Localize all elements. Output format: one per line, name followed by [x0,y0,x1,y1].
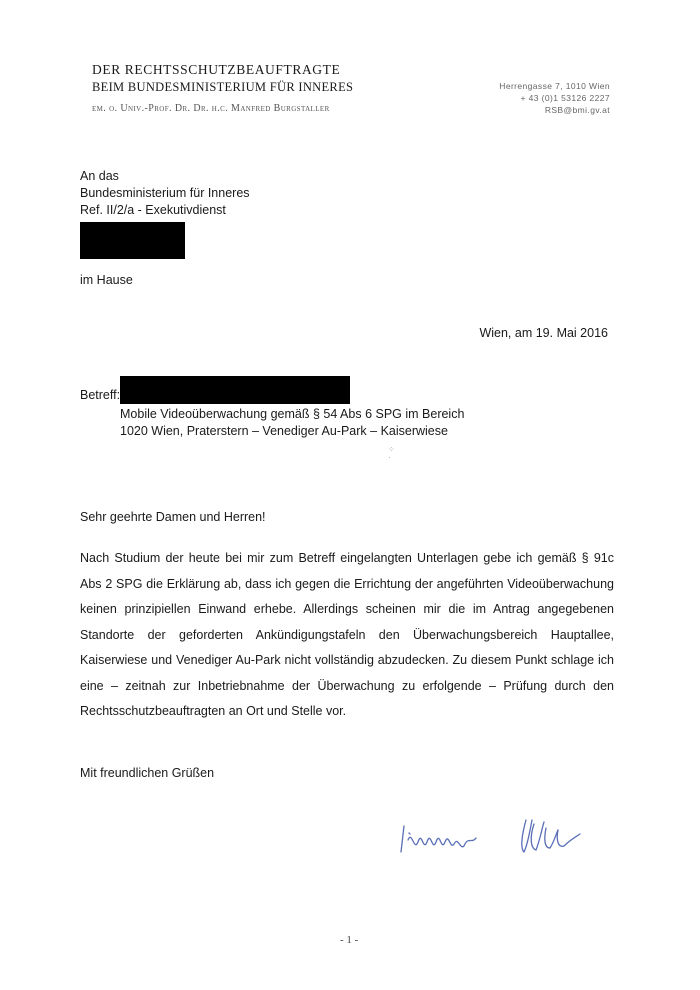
handwritten-signature [398,800,608,870]
recipient-line: An das [80,169,119,183]
salutation: Sehr geehrte Damen und Herren! [80,510,266,524]
letterhead-person: em. o. Univ.-Prof. Dr. Dr. h.c. Manfred Burgstaller [92,103,330,114]
closing: Mit freundlichen Grüßen [80,766,215,780]
subject-label: Betreff: [80,388,121,402]
scan-artifact: ⁘ · [388,445,395,462]
letterhead-subtitle: BEIM BUNDESMINISTERIUM FÜR INNERES [92,80,354,94]
sender-phone: + 43 (0)1 53126 2227 [520,93,610,103]
sender-email: RSB@bmi.gv.at [544,105,610,115]
date-line: Wien, am 19. Mai 2016 [479,326,608,340]
body-paragraph: Nach Studium der heute bei mir zum Betreff eingelangten Unterlagen gebe ich gemäß § 91c Abs 2 SPG die Erklärung ab, dass ich gegen die Errichtung der angeführten Videoüberwachung keinen prinzipiellen Einwand erhebe. Allerdings scheinen mir die im Antrag angegebenen Standorte der geforderten Ankündigungstafeln den Überwachungsbereich Hauptallee, Kaiserwiese und Venediger Au-Park nicht vollständig abzudecken. Zu diesem Punkt schlage ich eine – zeitnah zur Inbetriebnahme der Überwachung zu erfolgende – Prüfung durch den Rechtsschutzbeauftragten an Ort und Stelle vor. [80,551,614,718]
recipient-line: Bundesministerium für Inneres [80,186,250,200]
subject-line: Mobile Videoüberwachung gemäß § 54 Abs 6 SPG im Bereich [120,407,465,421]
recipient-line: Ref. II/2/a - Exekutivdienst [80,203,226,217]
letterhead-title: DER RECHTSSCHUTZBEAUFTRAGTE [92,62,341,77]
recipient-location: im Hause [80,273,133,287]
subject-line: 1020 Wien, Praterstern – Venediger Au-Park – Kaiserwiese [120,424,448,438]
sender-address: Herrengasse 7, 1010 Wien [499,81,610,91]
sender-contact [499,80,610,116]
recipient-address [80,168,250,219]
redaction-block [80,222,185,259]
subject-text [120,406,464,440]
redaction-block [120,376,350,404]
page-number: - 1 - [340,934,359,946]
